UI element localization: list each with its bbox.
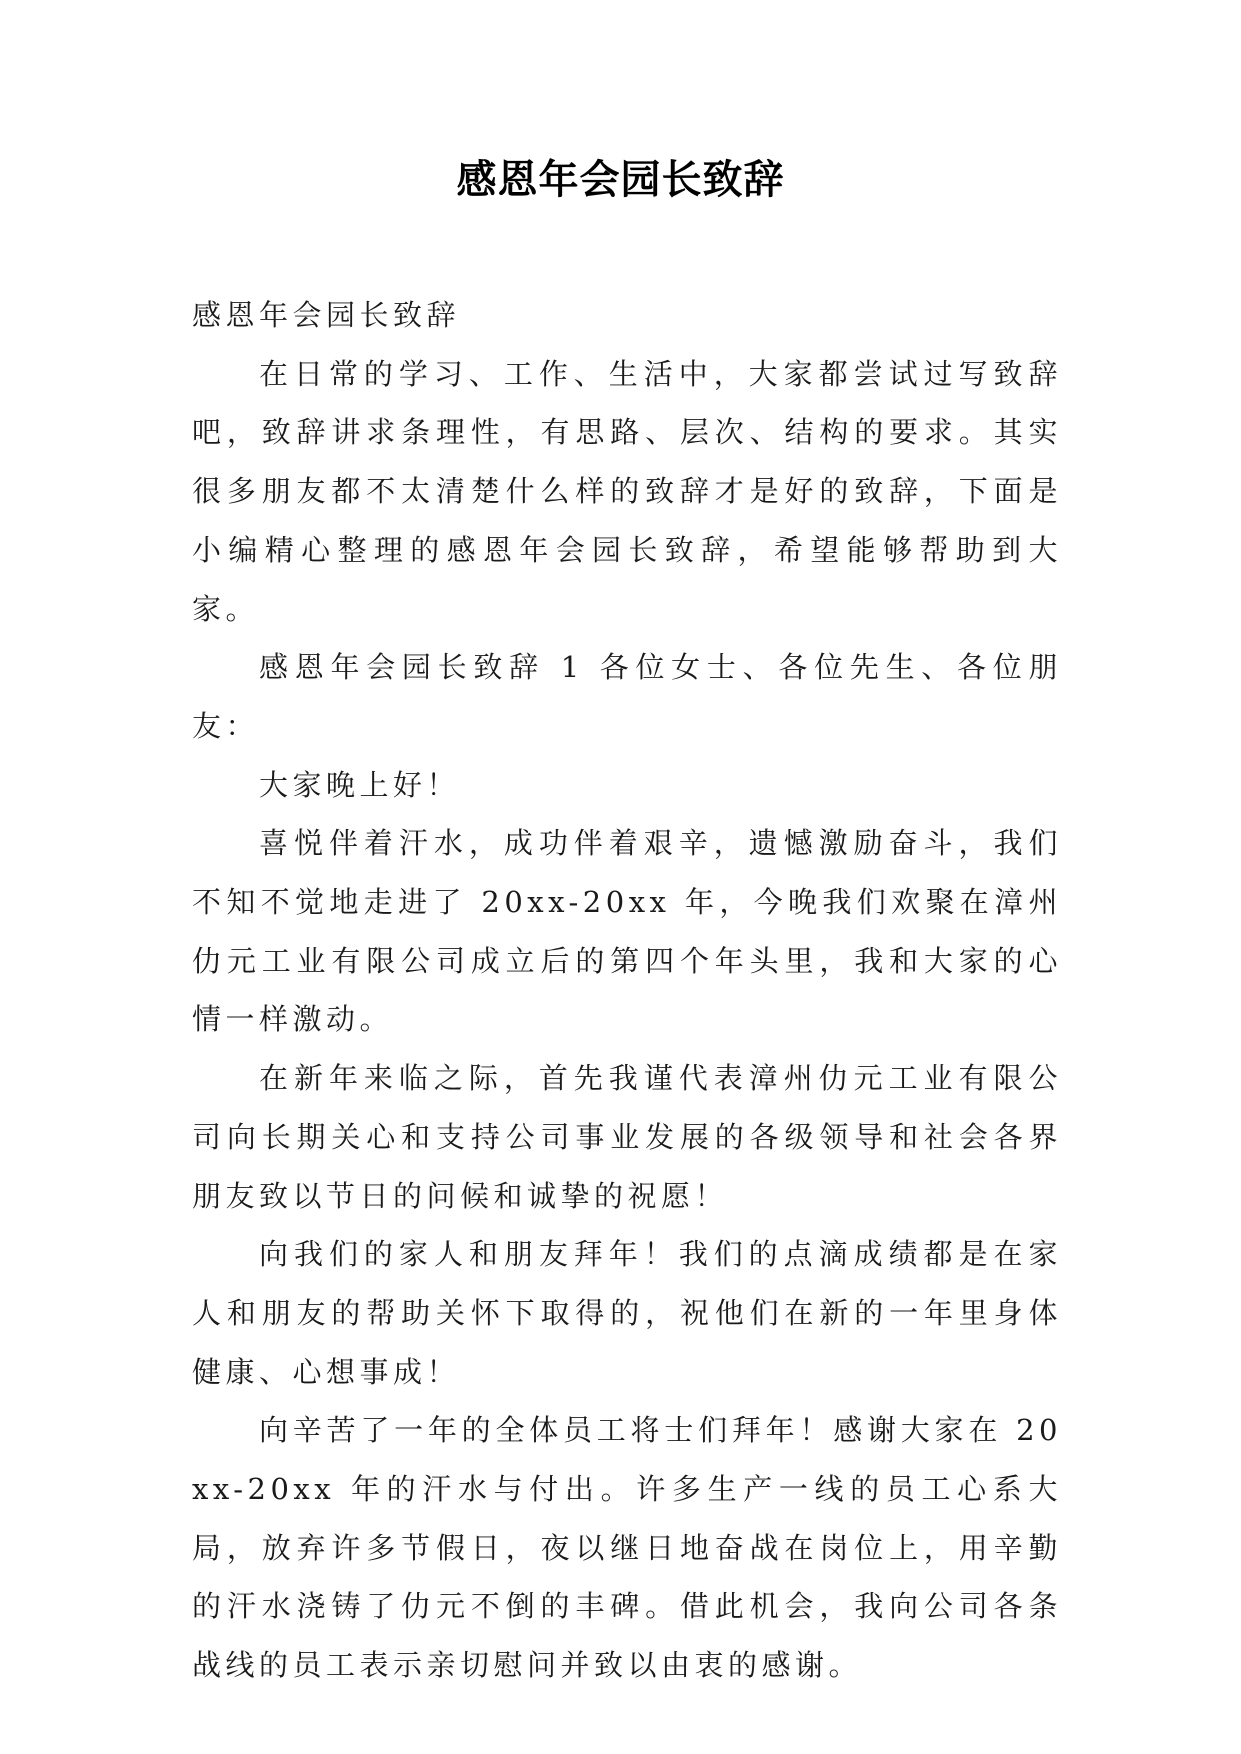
body-paragraph: 感恩年会园长致辞 <box>192 298 461 332</box>
body-paragraph: 感恩年会园长致辞 1 各位女士、各位先生、各位朋友： <box>192 650 1062 743</box>
body-paragraph: 喜悦伴着汗水，成功伴着艰辛，遗憾激励奋斗，我们不知不觉地走进了 20xx-20xx 年，今晚我们欢聚在漳州仂元工业有限公司成立后的第四个年头里，我和大家的心情一样激动。 <box>192 826 1062 1037</box>
body-paragraph: 向辛苦了一年的全体员工将士们拜年！感谢大家在 20xx-20xx 年的汗水与付出。许多生产一线的员工心系大局，放弃许多节假日，夜以继日地奋战在岗位上，用辛勤的汗水浇铸了仂元不倒的丰碑。借此机会，我向公司各条战线的员工表示亲切慰问并致以由衷的感谢。 <box>192 1413 1062 1683</box>
body-paragraph: 在日常的学习、工作、生活中，大家都尝试过写致辞吧，致辞讲求条理性，有思路、层次、结构的要求。其实很多朋友都不太清楚什么样的致辞才是好的致辞，下面是小编精心整理的感恩年会园长致辞，希望能够帮助到大家。 <box>192 356 1062 626</box>
document-body <box>192 286 1062 1695</box>
document-title: 感恩年会园长致辞 <box>456 157 785 203</box>
body-paragraph: 大家晚上好！ <box>259 767 461 802</box>
body-paragraph: 在新年来临之际，首先我谨代表漳州仂元工业有限公司向长期关心和支持公司事业发展的各级领导和社会各界朋友致以节日的问候和诚挚的祝愿！ <box>192 1061 1062 1213</box>
body-paragraph: 向我们的家人和朋友拜年！我们的点滴成绩都是在家人和朋友的帮助关怀下取得的，祝他们在新的一年里身体健康、心想事成！ <box>192 1237 1062 1389</box>
